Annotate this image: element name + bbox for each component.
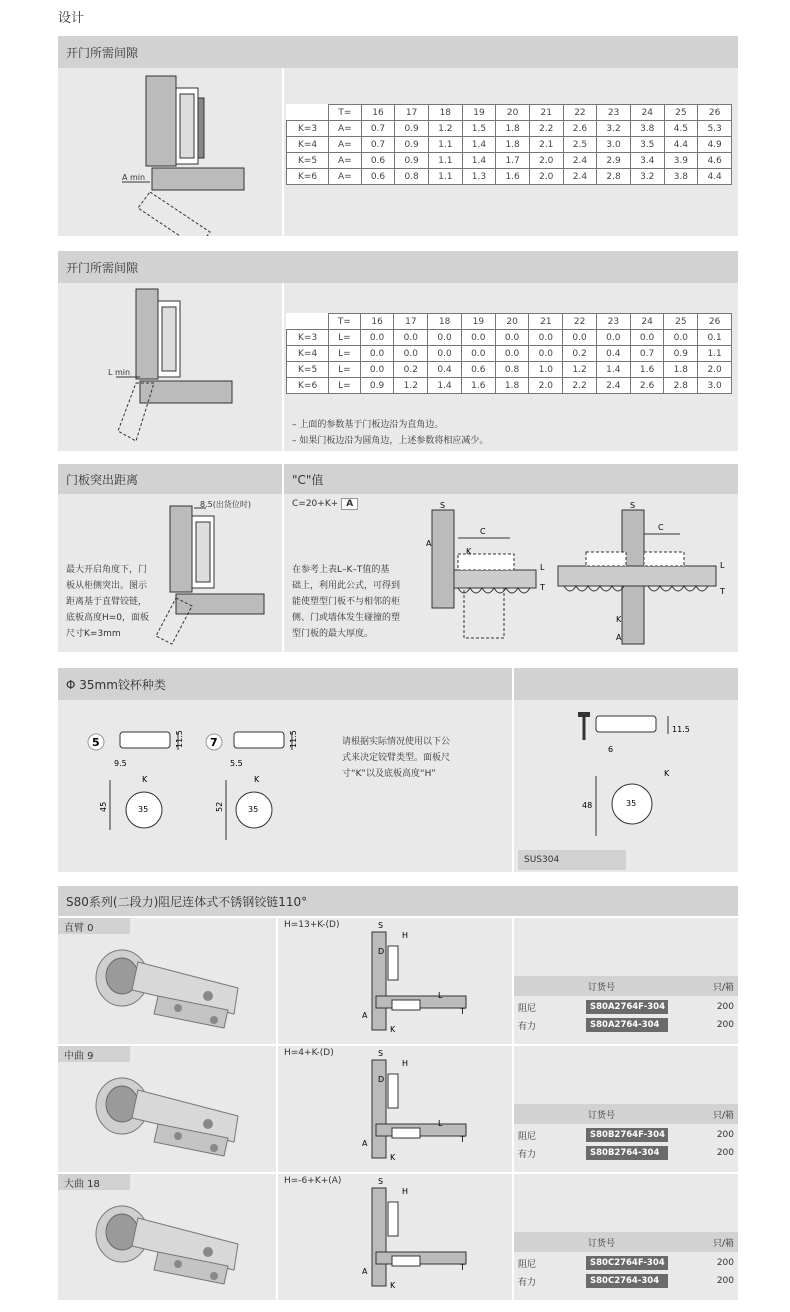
- table-header-cell: 26: [698, 314, 732, 330]
- table-cell: K=3: [287, 330, 329, 346]
- table-cell: 0.9: [395, 153, 429, 169]
- section1-diagram-panel: [58, 68, 282, 236]
- order-qty: 200: [716, 1258, 734, 1268]
- section2-diagram-panel: [58, 283, 282, 451]
- table-cell: 1.1: [428, 153, 462, 169]
- table-cell: 0.0: [495, 330, 529, 346]
- table-cell: 0.0: [664, 330, 698, 346]
- arm-dimension-diagram: [278, 1174, 512, 1300]
- table-header-cell: 18: [428, 105, 462, 121]
- section4-header: [58, 668, 512, 700]
- table-cell: K=4: [287, 346, 329, 362]
- table-cell: 0.0: [596, 330, 630, 346]
- cup5-diameter: 35: [138, 805, 149, 814]
- cup5-vertical: 45: [99, 801, 108, 812]
- section3-left-header: [58, 464, 282, 494]
- table-header-cell: 21: [529, 105, 563, 121]
- door-protrusion-title: 门板突出距离: [66, 472, 139, 487]
- table-cell: 0.0: [461, 346, 495, 362]
- table-header-cell: 24: [630, 105, 664, 121]
- table-cell: 0.6: [461, 362, 495, 378]
- table-cell: 1.8: [495, 378, 529, 394]
- protrusion-text-line: 板从柜侧突出。图示: [66, 581, 148, 591]
- table-cell: 2.4: [596, 378, 630, 394]
- protrusion-text-line: 距离基于直臂铰链，: [66, 597, 148, 607]
- order-header: [514, 1232, 738, 1252]
- section1-table-panel: [284, 68, 738, 236]
- table-cell: 1.0: [529, 362, 563, 378]
- table-cell: 0.4: [596, 346, 630, 362]
- product-dimension-panel: [278, 1046, 512, 1172]
- table-row: [287, 137, 732, 153]
- table-cell: 1.2: [394, 378, 428, 394]
- order-header: [514, 976, 738, 996]
- order-variant: 有力: [518, 1021, 537, 1032]
- cup7-k: K: [254, 775, 260, 784]
- table-header-cell: 20: [496, 105, 530, 121]
- table-cell: K=3: [287, 121, 329, 137]
- table-cell: 0.0: [360, 346, 394, 362]
- table-row: [287, 153, 732, 169]
- order-header: [514, 1104, 738, 1124]
- table-cell: 4.5: [664, 121, 698, 137]
- order-code-header: 订货号: [588, 1110, 616, 1121]
- dim-s-right: S: [630, 501, 636, 510]
- c-value-text-line: 侧、门或墙体发生碰撞的塑: [292, 613, 401, 623]
- table-cell: A=: [329, 169, 362, 185]
- table-cell: 0.9: [395, 137, 429, 153]
- protrusion-text-line: 最大开启角度下，门: [66, 565, 148, 575]
- dim-k: K: [390, 1281, 396, 1290]
- table-cell: 0.7: [361, 137, 395, 153]
- section4-right-panel: [514, 700, 738, 872]
- order-panel: [514, 1174, 738, 1300]
- section2-header: [58, 251, 738, 283]
- right-cup-height: 11.5: [672, 725, 690, 734]
- order-row: [514, 998, 738, 1016]
- table-cell: 2.5: [563, 137, 597, 153]
- cup5-height: 11.5: [175, 730, 184, 748]
- order-row: [514, 1016, 738, 1034]
- order-qty: 200: [716, 1020, 734, 1030]
- table-cell: 4.4: [664, 137, 698, 153]
- section4-right-header: [514, 668, 738, 700]
- material-label: SUS304: [518, 850, 626, 870]
- table-cell: L=: [329, 378, 361, 394]
- table-cell: A=: [329, 121, 362, 137]
- table-cell: 3.2: [630, 169, 664, 185]
- right-cup-offset: 6: [608, 745, 614, 754]
- table-cell: 2.9: [597, 153, 631, 169]
- dim-h: H: [402, 931, 409, 940]
- order-variant: 阻尼: [518, 1259, 537, 1270]
- c-value-text-line: 型门板的最大厚度。: [292, 629, 374, 639]
- order-panel: [514, 1046, 738, 1172]
- table-cell: 0.9: [664, 346, 698, 362]
- dim-s: S: [440, 501, 446, 510]
- table-cell: 3.0: [698, 378, 732, 394]
- table-row: [287, 121, 732, 137]
- order-qty-header: 只/箱: [712, 982, 734, 993]
- order-qty: 200: [716, 1148, 734, 1158]
- protrusion-diagram: [58, 494, 282, 652]
- order-qty-header: 只/箱: [712, 1110, 734, 1121]
- table-cell: K=5: [287, 362, 329, 378]
- cup-selection-text: [342, 734, 492, 782]
- order-row: [514, 1144, 738, 1162]
- product-dimension-panel: [278, 918, 512, 1044]
- table-cell: 3.8: [664, 169, 698, 185]
- table-cell: 0.0: [529, 330, 563, 346]
- table-header-cell: 19: [462, 105, 496, 121]
- table-cell: 1.8: [496, 137, 530, 153]
- table-cell: 2.6: [630, 378, 664, 394]
- hinge-photo: [58, 1174, 276, 1300]
- table-cell: 2.0: [529, 153, 563, 169]
- c-value-text: [292, 562, 422, 642]
- table-header-cell: T=: [329, 314, 361, 330]
- hinge-type-label: 大曲 18: [58, 1174, 130, 1190]
- table-cell: 2.2: [529, 121, 563, 137]
- order-variant: 阻尼: [518, 1003, 537, 1014]
- table-row: [287, 330, 732, 346]
- section3-left-panel: [58, 494, 282, 652]
- table-cell: 4.4: [698, 169, 732, 185]
- c-formula-box: A: [341, 498, 358, 510]
- dim-k-right: K: [616, 615, 622, 624]
- table-cell: L=: [329, 346, 361, 362]
- dim-d: D: [378, 947, 385, 956]
- dim-t: T: [460, 1263, 465, 1272]
- hinge-type-label: 中曲 9: [58, 1046, 130, 1062]
- dim-k: K: [390, 1153, 396, 1162]
- section3-right-panel: [284, 494, 738, 652]
- order-code: S80C2764-304: [586, 1274, 668, 1288]
- section2-title: 开门所需间隙: [66, 260, 139, 275]
- arm-dimension-diagram: [278, 918, 512, 1044]
- hinge-clearance-l-diagram: [58, 283, 282, 451]
- table-cell: 0.0: [461, 330, 495, 346]
- table-row: [287, 169, 732, 185]
- table-cell: 0.1: [698, 330, 732, 346]
- table-cell: L=: [329, 330, 361, 346]
- table-header-cell: 21: [529, 314, 563, 330]
- table-cell: 1.2: [428, 121, 462, 137]
- table-cell: 2.0: [529, 169, 563, 185]
- table-row: [287, 362, 732, 378]
- hinge-photo: [58, 1046, 276, 1172]
- order-variant: 有力: [518, 1149, 537, 1160]
- table-cell: 4.6: [698, 153, 732, 169]
- table-cell: 1.3: [462, 169, 496, 185]
- dim-s: S: [378, 921, 384, 930]
- dim-a: A: [362, 1011, 368, 1020]
- table-cell: 0.0: [563, 330, 597, 346]
- table-cell: 2.4: [563, 169, 597, 185]
- table-cell: 0.0: [394, 330, 428, 346]
- product-dimension-panel: [278, 1174, 512, 1300]
- cup5-k: K: [142, 775, 148, 784]
- table-cell: 1.8: [496, 121, 530, 137]
- table-cell: 2.8: [664, 378, 698, 394]
- dim-a: A: [362, 1267, 368, 1276]
- table-cell: 1.4: [462, 153, 496, 169]
- table-cell: 0.0: [428, 346, 462, 362]
- table-cell: 0.0: [360, 362, 394, 378]
- dim-a: A: [426, 539, 432, 548]
- table-cell: 2.8: [597, 169, 631, 185]
- cup7-diameter: 35: [248, 805, 259, 814]
- table-header-cell: 16: [360, 314, 394, 330]
- cup7-offset: 5.5: [230, 759, 243, 768]
- table-cell: 0.7: [361, 121, 395, 137]
- order-qty-header: 只/箱: [712, 1238, 734, 1249]
- order-code: S80A2764F-304: [586, 1000, 668, 1014]
- arm-formula: H=4+K-(D): [284, 1048, 334, 1058]
- section1-header: [58, 36, 738, 68]
- table-cell: 3.2: [597, 121, 631, 137]
- table-header-cell: 17: [394, 314, 428, 330]
- order-qty: 200: [716, 1276, 734, 1286]
- table-cell: 1.4: [596, 362, 630, 378]
- table-cell: K=5: [287, 153, 329, 169]
- table-cell: 1.1: [428, 169, 462, 185]
- note-1: – 上面的参数基于门板边沿为直角边。: [292, 420, 444, 430]
- table-header-cell: 25: [664, 105, 698, 121]
- c-value-text-line: 能使塑型门板不与相邻的柜: [292, 597, 401, 607]
- table-cell: 1.5: [462, 121, 496, 137]
- table-cell: 1.1: [428, 137, 462, 153]
- table-header-cell: 19: [461, 314, 495, 330]
- cup-text-line: 请根据实际情况使用以下公: [342, 737, 451, 747]
- section5-header: [58, 886, 738, 916]
- table-cell: 1.6: [630, 362, 664, 378]
- table-header-cell: 22: [563, 105, 597, 121]
- dim-l: L: [438, 991, 443, 1000]
- table-cell: 0.7: [630, 346, 664, 362]
- order-variant: 有力: [518, 1277, 537, 1288]
- table-cell: 5.3: [698, 121, 732, 137]
- right-cup-k: K: [664, 769, 670, 778]
- dim-c: C: [480, 527, 486, 536]
- table-cell: A=: [329, 153, 362, 169]
- table-cell: 0.6: [361, 169, 395, 185]
- dim-t-right: T: [720, 587, 725, 596]
- dim-a-right: A: [616, 633, 622, 642]
- table-cell: 1.2: [563, 362, 597, 378]
- cup7-number: 7: [210, 736, 218, 749]
- a-min-label: A min: [122, 173, 146, 182]
- page-title: 设计: [58, 11, 85, 26]
- product-image-panel: [58, 1046, 276, 1172]
- arm-formula: H=-6+K+(A): [284, 1176, 342, 1186]
- cup-text-line: 寸“K”以及底板高度“H”: [342, 769, 436, 779]
- table-cell: 1.6: [496, 169, 530, 185]
- hinge-type-label: 直臂 0: [58, 918, 130, 934]
- table-cell: 0.0: [495, 346, 529, 362]
- c-formula: [292, 498, 358, 510]
- c-value-diagram: [418, 494, 738, 652]
- product-image-panel: [58, 918, 276, 1044]
- dim-t: T: [540, 583, 545, 592]
- dim-l: L: [438, 1119, 443, 1128]
- table-header-cell: [287, 105, 329, 121]
- c-value-text-line: 在参考上表L–K–T值的基: [292, 565, 390, 575]
- table-header-cell: [287, 314, 329, 330]
- order-qty: 200: [716, 1002, 734, 1012]
- table-header-row: [287, 105, 732, 121]
- table-cell: 1.4: [428, 378, 462, 394]
- table-cell: 0.0: [394, 346, 428, 362]
- order-variant: 阻尼: [518, 1131, 537, 1142]
- table-header-cell: 16: [361, 105, 395, 121]
- table-header-cell: 26: [698, 105, 732, 121]
- section4-left-panel: [58, 700, 512, 872]
- table-cell: 0.0: [360, 330, 394, 346]
- table-cell: 3.9: [664, 153, 698, 169]
- dim-t: T: [460, 1007, 465, 1016]
- c-value-title: "C"值: [292, 472, 324, 487]
- section1-title: 开门所需间隙: [66, 45, 139, 60]
- order-code-header: 订货号: [588, 1238, 616, 1249]
- table-cell: 2.6: [563, 121, 597, 137]
- right-cup-vertical: 48: [582, 801, 593, 810]
- order-code-header: 订货号: [588, 982, 616, 993]
- screw-cup-diagram: [514, 700, 738, 850]
- table-header-cell: 23: [596, 314, 630, 330]
- table-cell: 1.4: [462, 137, 496, 153]
- order-row: [514, 1254, 738, 1272]
- right-cup-diameter: 35: [626, 799, 637, 808]
- table-row: [287, 378, 732, 394]
- dim-t: T: [460, 1135, 465, 1144]
- table-cell: 3.4: [630, 153, 664, 169]
- dim-h: H: [402, 1187, 409, 1196]
- order-code: S80B2764F-304: [586, 1128, 668, 1142]
- table-cell: K=6: [287, 378, 329, 394]
- cup7-height: 11.5: [289, 730, 298, 748]
- dim-k: K: [466, 547, 472, 556]
- table-cell: 2.0: [698, 362, 732, 378]
- table-cell: L=: [329, 362, 361, 378]
- c-value-text-line: 础上，利用此公式，可得到: [292, 581, 401, 591]
- clearance-l-table: [286, 313, 732, 394]
- table-cell: 1.1: [698, 346, 732, 362]
- table-cell: K=6: [287, 169, 329, 185]
- table-cell: 3.0: [597, 137, 631, 153]
- section3-right-header: [284, 464, 738, 494]
- dim-c-right: C: [658, 523, 664, 532]
- protrusion-text-line: 尺寸K=3mm: [66, 629, 121, 639]
- cup5-number: 5: [92, 736, 100, 749]
- dim-d: D: [378, 1075, 385, 1084]
- table-cell: 2.1: [529, 137, 563, 153]
- table-cell: 3.8: [630, 121, 664, 137]
- note-2: – 如果门板边沿为圆角边，上述参数将相应减少。: [292, 436, 489, 446]
- table-header-cell: 18: [428, 314, 462, 330]
- dim-l-right: L: [720, 561, 725, 570]
- dim-s: S: [378, 1049, 384, 1058]
- order-code: S80C2764F-304: [586, 1256, 668, 1270]
- table-cell: 2.2: [563, 378, 597, 394]
- table-cell: 0.2: [394, 362, 428, 378]
- dim-a: A: [362, 1139, 368, 1148]
- order-qty: 200: [716, 1130, 734, 1140]
- dim-l: L: [540, 563, 545, 572]
- table-cell: 2.0: [529, 378, 563, 394]
- l-min-label: L min: [108, 368, 131, 377]
- table-cell: 0.8: [395, 169, 429, 185]
- hinge-photo: [58, 918, 276, 1044]
- table-cell: 1.8: [664, 362, 698, 378]
- table-cell: 0.4: [428, 362, 462, 378]
- table-header-cell: 24: [630, 314, 664, 330]
- dim-h: H: [402, 1059, 409, 1068]
- table-row: [287, 346, 732, 362]
- order-row: [514, 1126, 738, 1144]
- table-cell: A=: [329, 137, 362, 153]
- table-cell: 2.4: [563, 153, 597, 169]
- section2-table-panel: [284, 283, 738, 451]
- order-code: S80B2764-304: [586, 1146, 668, 1160]
- table-header-cell: T=: [329, 105, 362, 121]
- cup-type-diagrams: [58, 700, 328, 872]
- clearance-a-table: [286, 104, 732, 185]
- table-cell: 1.7: [496, 153, 530, 169]
- offset-label: 8.5(出货位时): [200, 500, 251, 509]
- arm-dimension-diagram: [278, 1046, 512, 1172]
- table-header-cell: 23: [597, 105, 631, 121]
- dim-k: K: [390, 1025, 396, 1034]
- table-cell: 0.0: [428, 330, 462, 346]
- table-header-cell: 20: [495, 314, 529, 330]
- protrusion-text-line: 底板高度H=0，面板: [66, 613, 150, 623]
- table-cell: 0.8: [495, 362, 529, 378]
- table-cell: 0.2: [563, 346, 597, 362]
- table-cell: 3.5: [630, 137, 664, 153]
- table-cell: 4.9: [698, 137, 732, 153]
- table-cell: 1.6: [461, 378, 495, 394]
- table-cell: 0.9: [360, 378, 394, 394]
- order-panel: [514, 918, 738, 1044]
- cup5-offset: 9.5: [114, 759, 127, 768]
- table-cell: 0.9: [395, 121, 429, 137]
- table-header-cell: 17: [395, 105, 429, 121]
- cup-text-line: 式来决定铰臂类型。面板尺: [342, 753, 451, 763]
- table-header-row: [287, 314, 732, 330]
- table-cell: 0.0: [630, 330, 664, 346]
- order-row: [514, 1272, 738, 1290]
- dim-s: S: [378, 1177, 384, 1186]
- cup7-vertical: 52: [215, 801, 224, 812]
- table-header-cell: 22: [563, 314, 597, 330]
- product-image-panel: [58, 1174, 276, 1300]
- table-header-cell: 25: [664, 314, 698, 330]
- product-series-title: S80系列(二段力)阻尼连体式不锈钢铰链110°: [66, 894, 308, 909]
- arm-formula: H=13+K-(D): [284, 920, 340, 930]
- table-cell: 0.0: [529, 346, 563, 362]
- order-code: S80A2764-304: [586, 1018, 668, 1032]
- hinge-clearance-a-diagram: [58, 68, 282, 236]
- table-cell: K=4: [287, 137, 329, 153]
- table-cell: 0.6: [361, 153, 395, 169]
- c-formula-text: C=20+K+: [292, 499, 339, 509]
- cup-types-title: Φ 35mm铰杯种类: [66, 677, 166, 692]
